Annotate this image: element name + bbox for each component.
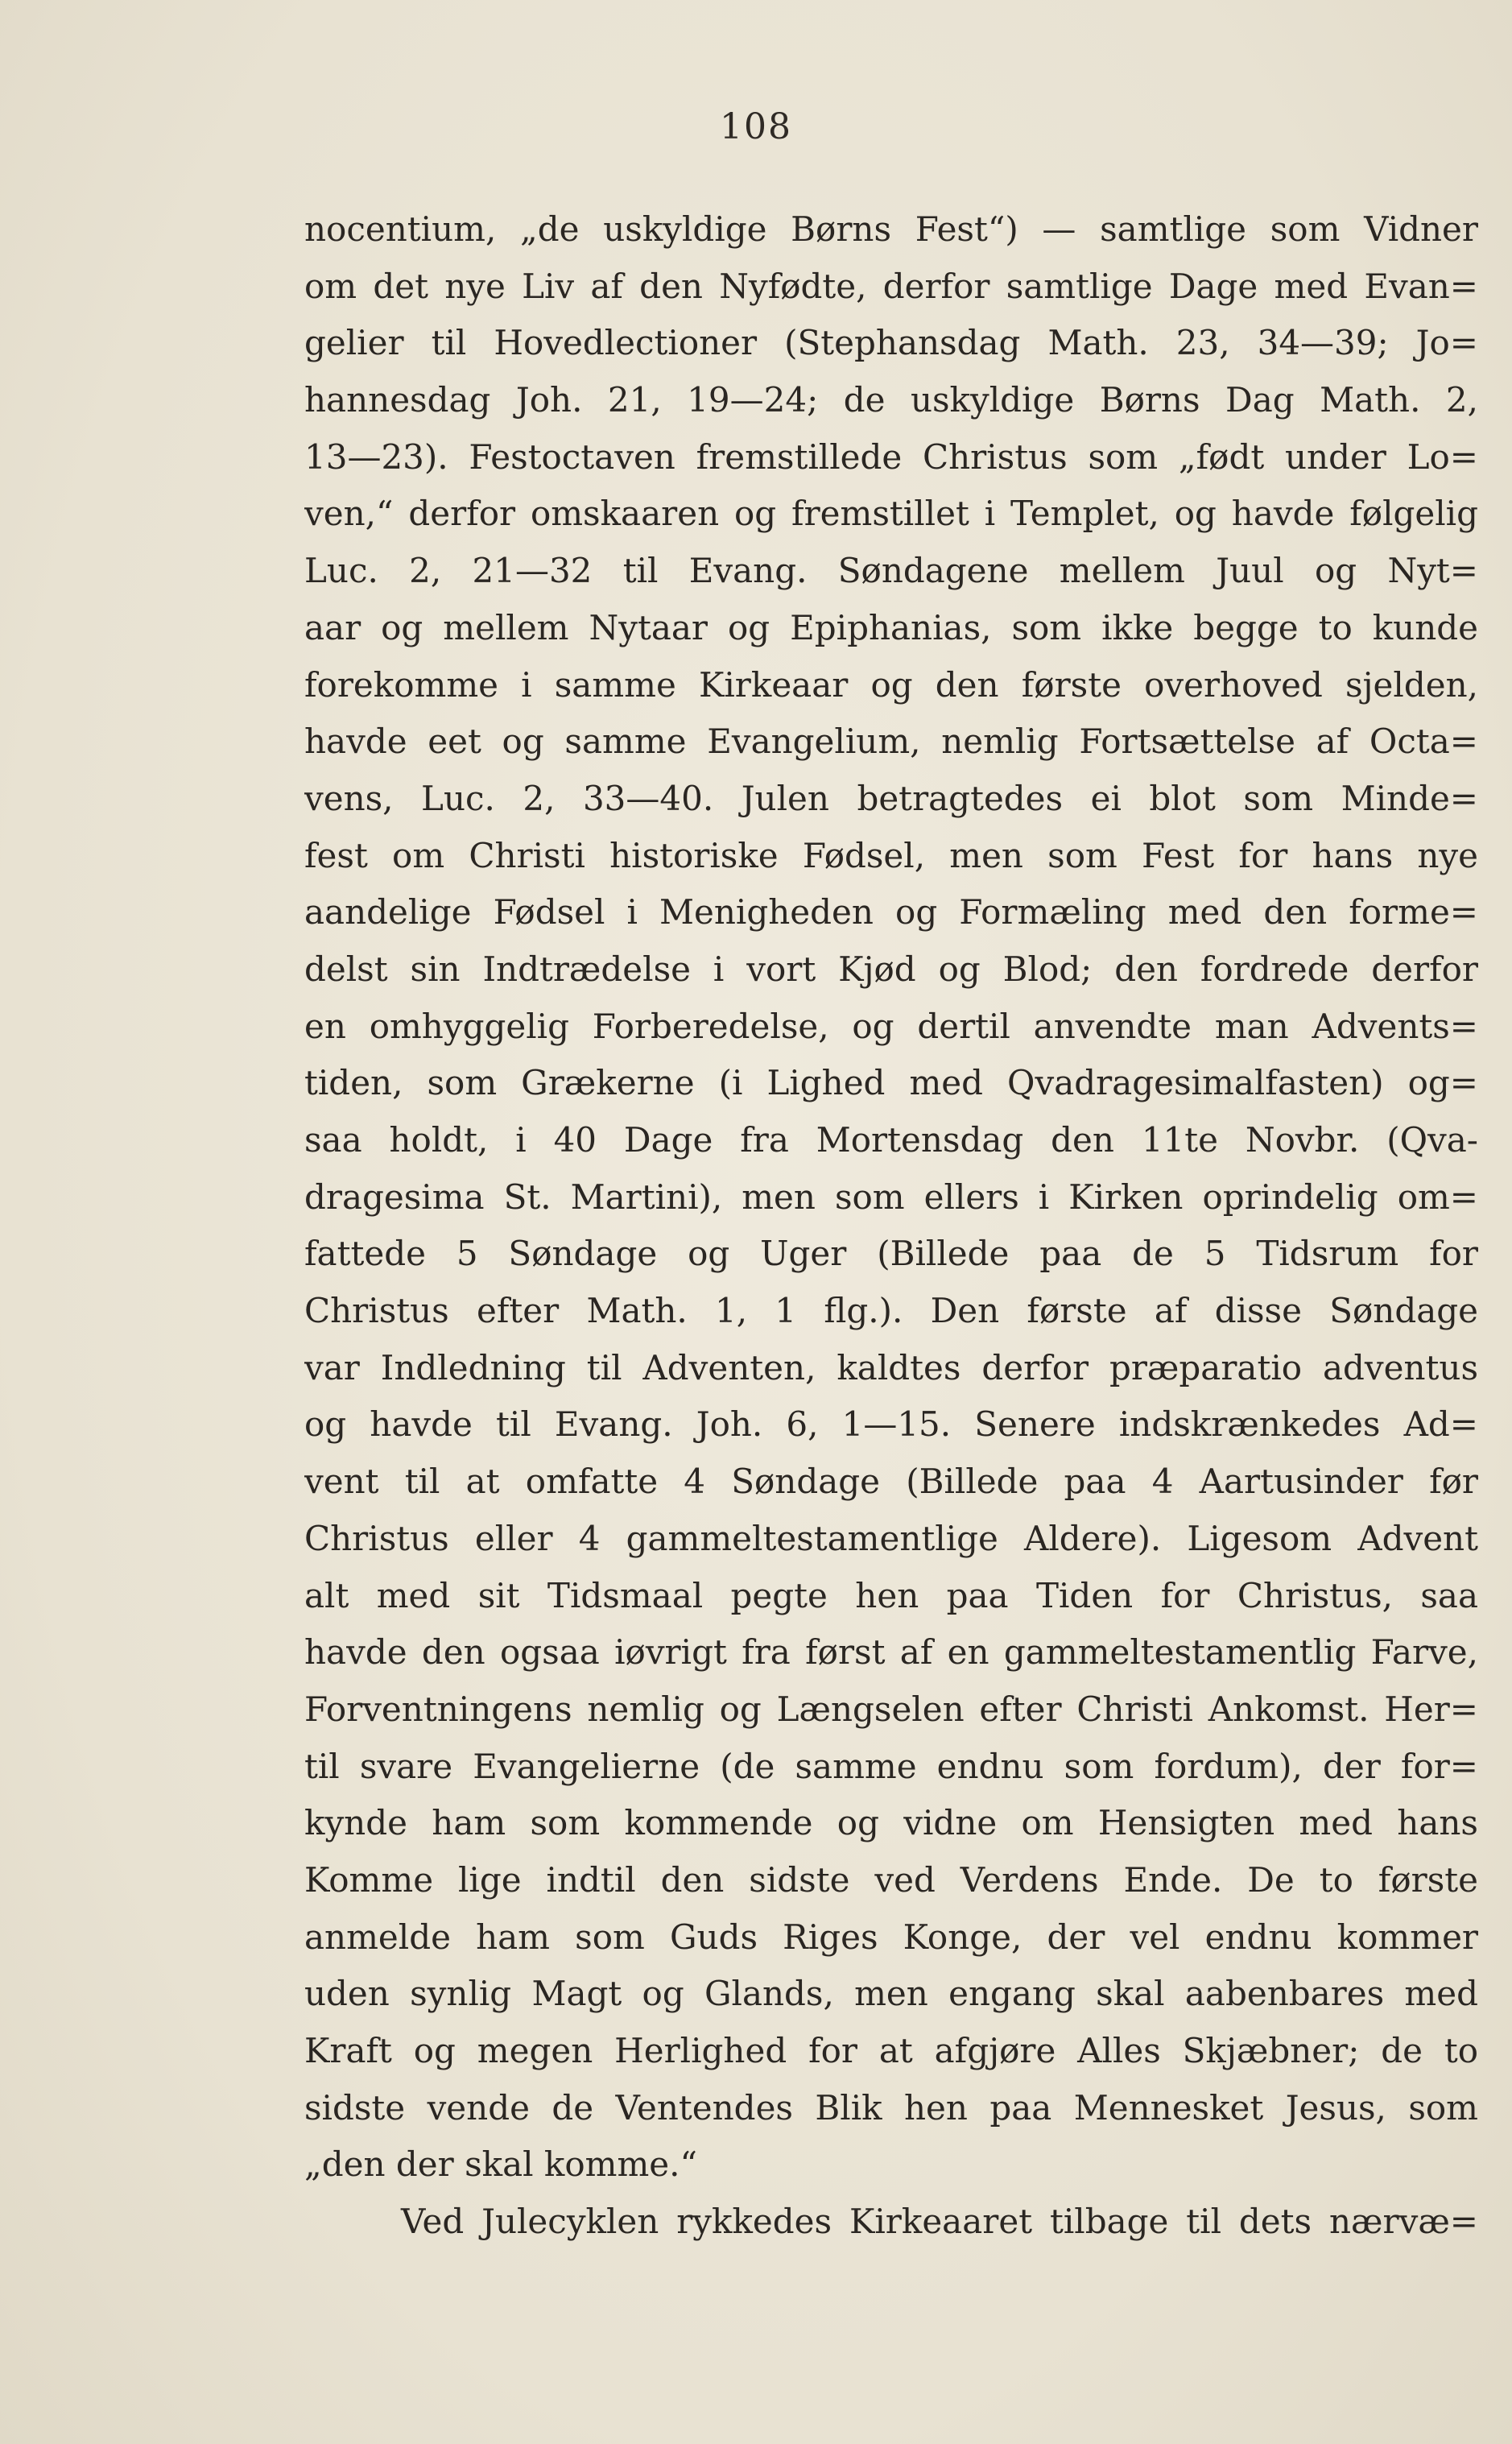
- text-line: delst sin Indtrædelse i vort Kjød og Blod; den fordrede derfor: [304, 949, 1478, 989]
- text-line: forekomme i samme Kirkeaar og den første overhoved sjelden,: [304, 664, 1478, 705]
- text-line: 13—23). Festoctaven fremstillede Christus som „født under Lo=: [304, 436, 1478, 477]
- text-line: fattede 5 Søndage og Uger (Billede paa de 5 Tidsrum for: [304, 1234, 1478, 1274]
- text-line: alt med sit Tidsmaal pegte hen paa Tiden for Christus, saa: [304, 1575, 1478, 1615]
- text-line: aandelige Fødsel i Menigheden og Formæling med den forme=: [304, 892, 1478, 933]
- text-line: aar og mellem Nytaar og Epiphanias, som ikke begge to kunde: [304, 607, 1478, 647]
- text-line: ven,“ derfor omskaaren og fremstillet i Templet, og havde følgelig: [304, 494, 1478, 534]
- text-line: saa holdt, i 40 Dage fra Mortensdag den 11te Novbr. (Qva-: [304, 1120, 1478, 1160]
- page-number: 108: [720, 106, 792, 147]
- text-line-paragraph-start: Ved Julecyklen rykkedes Kirkeaaret tilbage til dets nærvæ=: [401, 2202, 1478, 2242]
- text-line: „den der skal komme.“: [304, 2144, 697, 2185]
- text-line: fest om Christi historiske Fødsel, men som Fest for hans nye: [304, 835, 1478, 875]
- body-text: [304, 201, 1478, 2251]
- text-line: vens, Luc. 2, 33—40. Julen betragtedes ei blot som Minde=: [304, 778, 1478, 818]
- text-line: havde eet og samme Evangelium, nemlig Fortsættelse af Octa=: [304, 722, 1478, 762]
- text-line: hannesdag Joh. 21, 19—24; de uskyldige Børns Dag Math. 2,: [304, 380, 1478, 420]
- text-line: anmelde ham som Guds Riges Konge, der vel endnu kommer: [304, 1917, 1478, 1957]
- text-line: kynde ham som kommende og vidne om Hensigten med hans: [304, 1803, 1478, 1843]
- text-line: Komme lige indtil den sidste ved Verdens Ende. De to første: [304, 1859, 1478, 1900]
- text-line: vent til at omfatte 4 Søndage (Billede paa 4 Aartusinder før: [304, 1462, 1478, 1502]
- text-line: Christus efter Math. 1, 1 flg.). Den første af disse Søndage: [304, 1291, 1478, 1331]
- text-line: Christus eller 4 gammeltestamentlige Aldere). Ligesom Advent: [304, 1518, 1478, 1558]
- text-line: nocentium, „de uskyldige Børns Fest“) — samtlige som Vidner: [304, 209, 1478, 249]
- text-line: Forventningens nemlig og Længselen efter Christi Ankomst. Her=: [304, 1689, 1478, 1729]
- text-line: til svare Evangelierne (de samme endnu som fordum), der for=: [304, 1746, 1478, 1786]
- text-line: dragesima St. Martini), men som ellers i Kirken oprindelig om=: [304, 1177, 1478, 1217]
- text-line: gelier til Hovedlectioner (Stephansdag Math. 23, 34—39; Jo=: [304, 323, 1478, 363]
- text-line: Luc. 2, 21—32 til Evang. Søndagene mellem Juul og Nyt=: [304, 551, 1478, 591]
- text-line: uden synlig Magt og Glands, men engang skal aabenbares med: [304, 1974, 1478, 2014]
- text-line: sidste vende de Ventendes Blik hen paa Mennesket Jesus, som: [304, 2087, 1478, 2128]
- text-line: Kraft og megen Herlighed for at afgjøre Alles Skjæbner; de to: [304, 2031, 1478, 2070]
- text-line: havde den ogsaa iøvrigt fra først af en gammeltestamentlig Farve,: [304, 1632, 1478, 1673]
- text-line: var Indledning til Adventen, kaldtes derfor præparatio adventus: [304, 1347, 1478, 1387]
- text-line: tiden, som Grækerne (i Lighed med Qvadragesimalfasten) og=: [304, 1063, 1478, 1103]
- text-line: om det nye Liv af den Nyfødte, derfor samtlige Dage med Evan=: [304, 266, 1478, 306]
- text-line: og havde til Evang. Joh. 6, 1—15. Senere indskrænkedes Ad=: [304, 1404, 1478, 1445]
- text-line: en omhyggelig Forberedelse, og dertil anvendte man Advents=: [304, 1006, 1478, 1046]
